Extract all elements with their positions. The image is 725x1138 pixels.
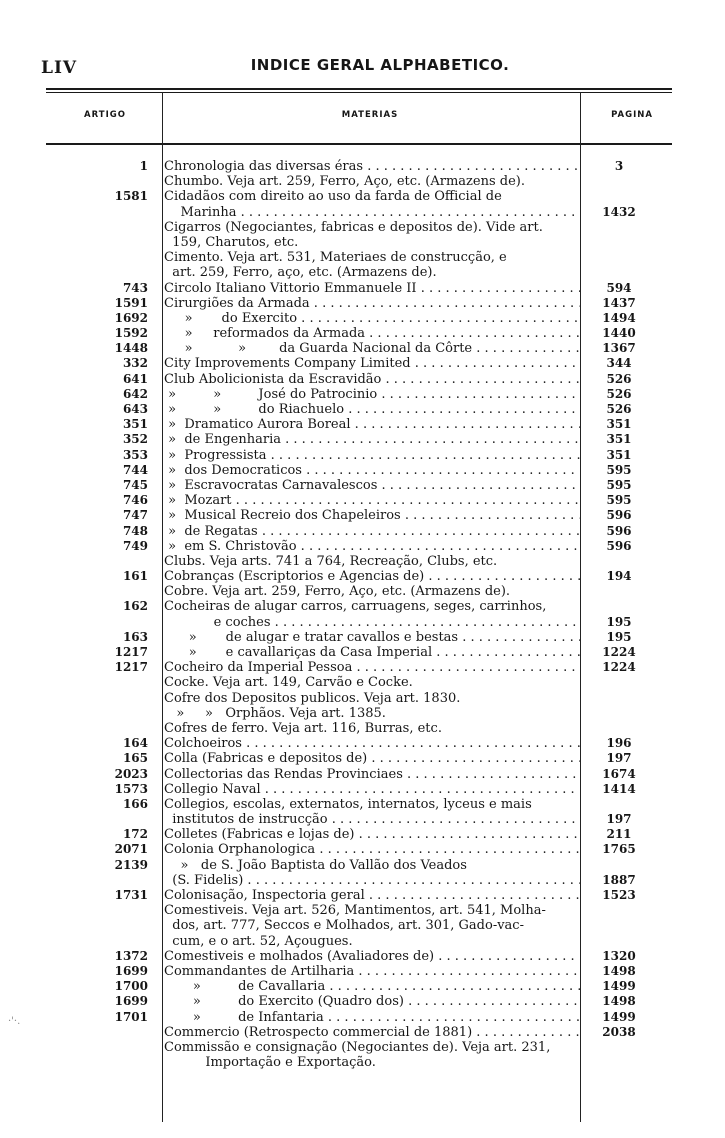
page-ref: 351 <box>606 417 632 432</box>
page-ref: 596 <box>606 538 632 553</box>
page-ref: 1320 <box>602 948 636 963</box>
entry-text: » Progressista . . . <box>164 448 580 463</box>
index-row <box>0 189 725 204</box>
page-ref: 1498 <box>602 994 636 1009</box>
index-row <box>0 797 725 812</box>
index-row <box>0 463 725 478</box>
entry-text: Colonia Orphanologica . . . <box>164 842 580 857</box>
entry-text: dos, art. 777, Seccos e Molhados, art. 301, Gado-vac- <box>164 918 524 934</box>
index-row <box>0 569 725 584</box>
entry-text: » » Orphãos. Veja art. 1385. <box>164 705 386 721</box>
index-row <box>0 356 725 371</box>
page-ref: 1432 <box>602 204 636 219</box>
page-ref: 596 <box>606 523 632 538</box>
top-rule <box>46 88 672 90</box>
entry-text: Collegios, escolas, externatos, internatos, lyceus e mais <box>164 796 532 812</box>
page-ref: 1440 <box>602 326 636 341</box>
entry-text: Cirurgiões da Armada . . . <box>164 296 580 311</box>
index-row <box>0 979 725 994</box>
article-number: 352 <box>122 432 148 447</box>
page-ref: 194 <box>606 569 632 584</box>
article-number: 749 <box>122 538 148 553</box>
entry-text: Marinha . . . <box>164 205 580 220</box>
index-row <box>0 235 725 250</box>
entry-text: » reformados da Armada . . . <box>164 326 580 341</box>
article-number: 332 <box>122 356 148 371</box>
page-ref: 1765 <box>602 842 636 857</box>
article-number: 162 <box>122 599 148 614</box>
index-row <box>0 159 725 174</box>
page-ref: 1494 <box>602 310 636 325</box>
index-row <box>0 174 725 189</box>
index-row <box>0 751 725 766</box>
index-row <box>0 736 725 751</box>
index-row <box>0 873 725 888</box>
entry-text: Cocheiro da Imperial Pessoa . . . <box>164 660 580 675</box>
index-row <box>0 842 725 857</box>
entry-text: Circolo Italiano Vittorio Emmanuele II . . . <box>164 281 580 296</box>
index-row <box>0 220 725 235</box>
column-header-artigo: ARTIGO <box>84 110 126 120</box>
page-ref: 595 <box>606 462 632 477</box>
index-row <box>0 448 725 463</box>
entry-text: Cidadãos com direito ao uso da farda de Official de <box>164 189 502 205</box>
entry-text: » Dramatico Aurora Boreal . . . <box>164 417 580 432</box>
index-row <box>0 250 725 265</box>
index-row <box>0 934 725 949</box>
entry-text: Colletes (Fabricas e lojas de) . . . <box>164 827 580 842</box>
article-number: 1700 <box>114 979 148 994</box>
article-number: 1591 <box>114 295 148 310</box>
entry-text: Cocke. Veja art. 149, Carvão e Cocke. <box>164 675 413 691</box>
index-row <box>0 721 725 736</box>
index-row <box>0 903 725 918</box>
article-number: 1692 <box>114 310 148 325</box>
page-ref: 195 <box>606 614 632 629</box>
page-ref: 1224 <box>602 660 636 675</box>
entry-text: » de Regatas . . . <box>164 524 580 539</box>
entry-text: Commissão e consignação (Negociantes de). Veja art. 231, <box>164 1039 551 1055</box>
entry-text: cum, e o art. 52, Açougues. <box>164 933 353 949</box>
entry-text: e coches . . . <box>164 615 580 630</box>
index-row <box>0 524 725 539</box>
index-row <box>0 660 725 675</box>
article-number: 163 <box>122 629 148 644</box>
index-row <box>0 1055 725 1070</box>
article-number: 1372 <box>114 948 148 963</box>
page-ref: 195 <box>606 629 632 644</box>
page-ref: 196 <box>606 736 632 751</box>
article-number: 166 <box>122 796 148 811</box>
index-row <box>0 691 725 706</box>
page-ref: 344 <box>606 356 632 371</box>
page-ref: 351 <box>606 432 632 447</box>
entry-text: Cigarros (Negociantes, fabricas e depositos de). Vide art. <box>164 219 543 235</box>
article-number: 2023 <box>114 766 148 781</box>
page-ref: 1367 <box>602 341 636 356</box>
entry-text: » » José do Patrocinio . . . <box>164 387 580 402</box>
page-ref: 351 <box>606 447 632 462</box>
index-row <box>0 205 725 220</box>
article-number: 1699 <box>114 963 148 978</box>
column-header-pagina: PAGINA <box>611 110 653 120</box>
index-row <box>0 964 725 979</box>
article-number: 643 <box>122 402 148 416</box>
index-row <box>0 1010 725 1025</box>
page-ref: 1437 <box>602 295 636 310</box>
index-table <box>0 159 725 1070</box>
page-title: INDICE GERAL ALPHABETICO. <box>250 56 510 74</box>
entry-text: Cocheiras de alugar carros, carruagens, seges, carrinhos, <box>164 599 547 615</box>
page-ref: 1498 <box>602 963 636 978</box>
entry-text: » Mozart . . . <box>164 493 580 508</box>
index-row <box>0 994 725 1009</box>
article-number: 1573 <box>114 781 148 796</box>
entry-text: Colchoeiros . . . <box>164 736 580 751</box>
entry-text: Comestiveis. Veja art. 526, Mantimentos, art. 541, Molha- <box>164 903 546 919</box>
entry-text: Colonisação, Inspectoria geral . . . <box>164 888 580 903</box>
index-row <box>0 311 725 326</box>
page-ref: 3 <box>614 159 624 173</box>
entry-text: Collegio Naval . . . <box>164 782 580 797</box>
page-ref: 197 <box>606 812 632 827</box>
article-number: 351 <box>122 417 148 432</box>
article-number: 744 <box>122 462 148 477</box>
entry-text: Cofres de ferro. Veja art. 116, Burras, etc. <box>164 720 442 736</box>
article-number: 2071 <box>114 842 148 857</box>
index-row <box>0 918 725 933</box>
article-number: 1217 <box>114 645 148 659</box>
index-row <box>0 372 725 387</box>
article-number: 165 <box>122 751 148 766</box>
entry-text: Cimento. Veja art. 531, Materiaes de construcção, e <box>164 250 507 266</box>
entry-text: » » da Guarda Nacional da Côrte . . . <box>164 341 580 356</box>
entry-text: Importação e Exportação. <box>164 1055 376 1071</box>
article-number: 1217 <box>114 660 148 675</box>
entry-text: Chumbo. Veja art. 259, Ferro, Aço, etc. (Armazens de). <box>164 174 525 190</box>
index-row <box>0 402 725 417</box>
entry-text: » Escravocratas Carnavalescos . . . <box>164 478 580 493</box>
article-number: 2139 <box>114 857 148 872</box>
header-rule <box>46 143 672 145</box>
column-header-materias: MATERIAS <box>341 110 399 120</box>
entry-text: Cofre dos Depositos publicos. Veja art. 1830. <box>164 690 461 706</box>
article-number: 1581 <box>114 189 148 204</box>
article-number: 1731 <box>114 888 148 902</box>
article-number: 164 <box>122 736 148 751</box>
article-number: 747 <box>122 508 148 523</box>
index-row <box>0 812 725 827</box>
page-ref: 526 <box>606 371 632 386</box>
index-row <box>0 615 725 630</box>
article-number: 743 <box>122 280 148 295</box>
entry-text: institutos de instrucção . . . <box>164 812 580 827</box>
article-number: 1592 <box>114 326 148 341</box>
index-row <box>0 417 725 432</box>
article-number: 1699 <box>114 994 148 1009</box>
article-number: 641 <box>122 371 148 386</box>
page-ref: 1887 <box>602 872 636 887</box>
margin-mark: ·'·. <box>8 1016 21 1027</box>
index-row <box>0 827 725 842</box>
index-row <box>0 645 725 660</box>
entry-text: Cobranças (Escriptorios e Agencias de) . . . <box>164 569 580 584</box>
entry-text: » de Infantaria . . . <box>164 1010 580 1025</box>
entry-text: » do Exercito . . . <box>164 311 580 326</box>
article-number: 1448 <box>114 341 148 356</box>
entry-text: (S. Fidelis) . . . <box>164 873 580 888</box>
article-number: 746 <box>122 493 148 508</box>
entry-text: Chronologia das diversas éras . . . <box>164 159 580 174</box>
entry-text: Clubs. Veja arts. 741 a 764, Recreação, Clubs, etc. <box>164 553 498 569</box>
entry-text: » em S. Christovão . . . <box>164 539 580 554</box>
page-ref: 526 <box>606 402 632 416</box>
page-ref: 1414 <box>602 781 636 796</box>
index-row <box>0 265 725 280</box>
entry-text: » » do Riachuelo . . . <box>164 402 580 417</box>
entry-text: Club Abolicionista da Escravidão . . . <box>164 372 580 387</box>
entry-text: art. 259, Ferro, aço, etc. (Armazens de). <box>164 265 437 281</box>
index-row <box>0 675 725 690</box>
entry-text: » do Exercito (Quadro dos) . . . <box>164 994 580 1009</box>
index-row <box>0 341 725 356</box>
index-row <box>0 296 725 311</box>
entry-text: Collectorias das Rendas Provinciaes . . . <box>164 767 580 782</box>
entry-text: » dos Democraticos . . . <box>164 463 580 478</box>
entry-text: Colla (Fabricas e depositos de) . . . <box>164 751 580 766</box>
entry-text: 159, Charutos, etc. <box>164 234 299 250</box>
page-ref: 1499 <box>602 979 636 994</box>
index-row <box>0 387 725 402</box>
index-row <box>0 888 725 903</box>
article-number: 1 <box>139 159 148 173</box>
page-ref: 1224 <box>602 645 636 659</box>
entry-text: Commercio (Retrospecto commercial de 1881) . . . <box>164 1025 580 1040</box>
entry-text: City Improvements Company Limited . . . <box>164 356 580 371</box>
entry-text: » Musical Recreio dos Chapeleiros . . . <box>164 508 580 523</box>
page-ref: 596 <box>606 508 632 523</box>
page-ref: 594 <box>606 280 632 295</box>
article-number: 172 <box>122 827 148 842</box>
index-row <box>0 432 725 447</box>
index-row <box>0 949 725 964</box>
page-ref: 197 <box>606 751 632 766</box>
index-row <box>0 326 725 341</box>
entry-text: Commandantes de Artilharia . . . <box>164 964 580 979</box>
index-row <box>0 508 725 523</box>
page-number: LIV <box>41 58 78 78</box>
index-row <box>0 478 725 493</box>
index-row <box>0 767 725 782</box>
entry-text: Cobre. Veja art. 259, Ferro, Aço, etc. (Armazens de). <box>164 584 511 600</box>
article-number: 1701 <box>114 1009 148 1024</box>
entry-text: » e cavallariças da Casa Imperial . . . <box>164 645 580 660</box>
page-ref: 526 <box>606 386 632 401</box>
entry-text: » de alugar e tratar cavallos e bestas . . . <box>164 630 580 645</box>
page-ref: 211 <box>606 827 632 842</box>
page-ref: 1499 <box>602 1009 636 1024</box>
top-rule-thin <box>46 92 672 93</box>
entry-text: Comestiveis e molhados (Avaliadores de) . . . <box>164 949 580 964</box>
index-row <box>0 554 725 569</box>
article-number: 353 <box>122 447 148 462</box>
index-row <box>0 1025 725 1040</box>
index-row <box>0 281 725 296</box>
index-row <box>0 706 725 721</box>
article-number: 161 <box>122 569 148 584</box>
index-row <box>0 584 725 599</box>
entry-text: » de Cavallaria . . . <box>164 979 580 994</box>
article-number: 748 <box>122 523 148 538</box>
index-row <box>0 539 725 554</box>
page-ref: 1523 <box>602 888 636 902</box>
article-number: 745 <box>122 477 148 492</box>
index-row <box>0 630 725 645</box>
article-number: 642 <box>122 386 148 401</box>
index-row <box>0 858 725 873</box>
entry-text: » de S. João Baptista do Vallão dos Veados <box>164 857 467 873</box>
page-ref: 2038 <box>602 1024 636 1039</box>
index-row <box>0 1040 725 1055</box>
index-row <box>0 782 725 797</box>
index-row <box>0 493 725 508</box>
page-ref: 595 <box>606 477 632 492</box>
entry-text: » de Engenharia . . . <box>164 432 580 447</box>
page-ref: 1674 <box>602 766 636 781</box>
index-row <box>0 599 725 614</box>
page-ref: 595 <box>606 493 632 508</box>
